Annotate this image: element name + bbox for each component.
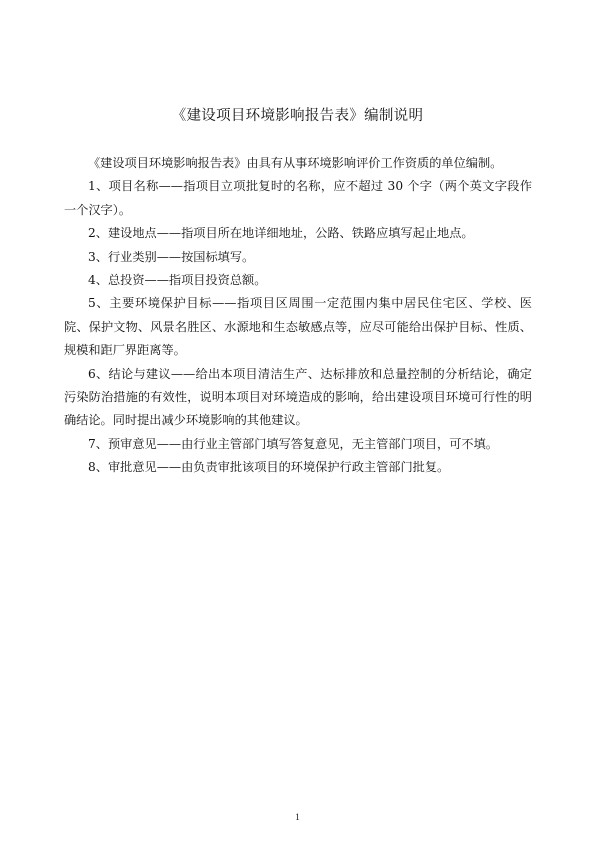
item-conclusions: 6、结论与建议——给出本项目清洁生产、达标排放和总量控制的分析结论，确定污染防治措施的有效性，说明本项目对环境造成的影响，给出建设项目环境可行性的明确结论。同时提出减少环境影响的其他建议。 (64, 366, 532, 428)
item-pre-review-opinion: 7、预审意见——由行业主管部门填写答复意见，无主管部门项目，可不填。 (88, 436, 498, 451)
item-approval-opinion: 8、审批意见——由负责审批该项目的环境保护行政主管部门批复。 (88, 460, 450, 475)
item-industry-category: 3、行业类别——按国标填写。 (88, 249, 255, 264)
item-protection-targets: 5、主要环境保护目标——指项目区周围一定范围内集中居民住宅区、学校、医院、保护文物、风景名胜区、水源地和生态敏感点等，应尽可能给出保护目标、性质、规模和距厂界距离等。 (64, 296, 532, 358)
item-total-investment: 4、总投资——指项目投资总额。 (88, 273, 267, 288)
intro-paragraph: 《建设项目环境影响报告表》由具有从事环境影响评价工作资质的单位编制。 (88, 156, 503, 170)
page-title: 《建设项目环境影响报告表》编制说明 (171, 108, 424, 124)
page-number: 1 (295, 812, 300, 822)
item-construction-site: 2、建设地点——指项目所在地详细地址，公路、铁路应填写起止地点。 (88, 226, 474, 241)
document-body (64, 152, 532, 480)
item-project-name: 1、项目名称——指项目立项批复时的名称，应不超过 30 个字（两个英文字段作一个汉字）。 (64, 179, 532, 217)
